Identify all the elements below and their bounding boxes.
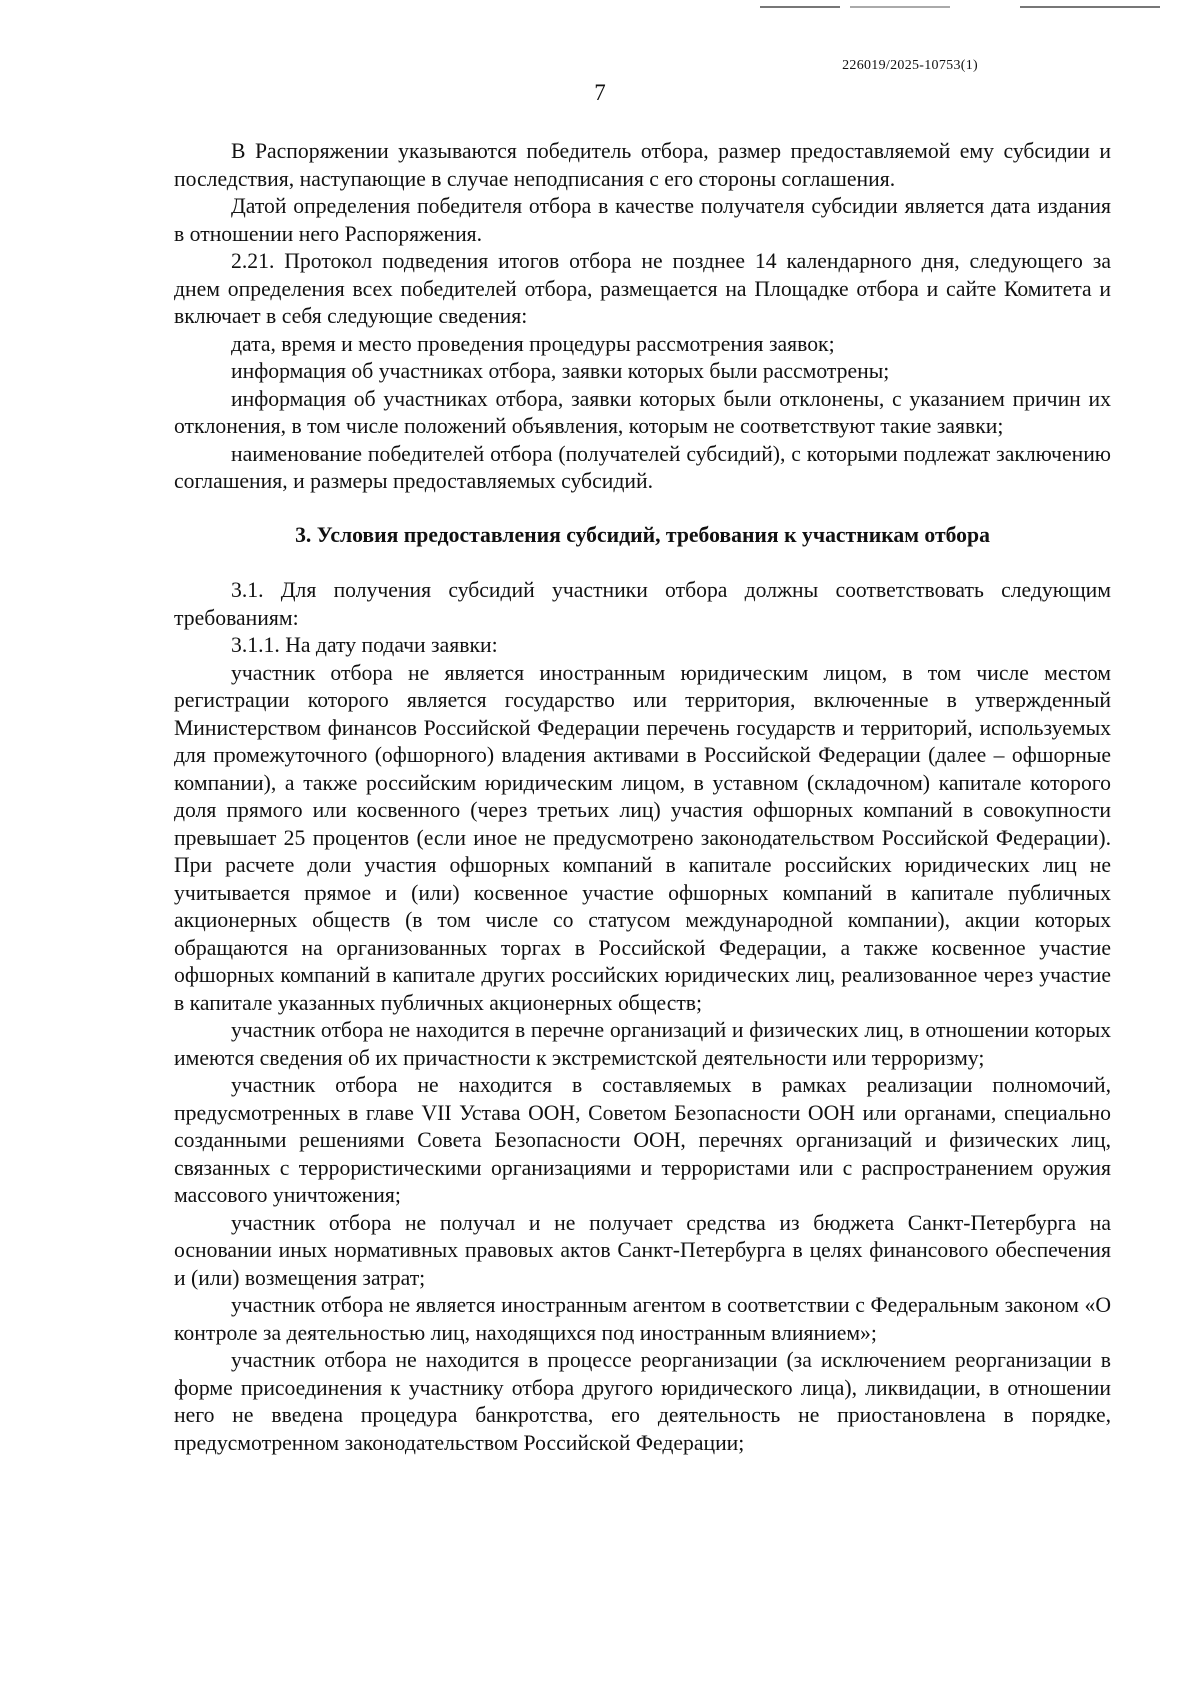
paragraph: участник отбора не является иностранным юридическим лицом, в том числе местом регистрации которого является государство или территория, включенные в утвержденный Министерством финансов Российской Федерации перечень государств и территорий, используемых для промежуточного (офшорного) владения активами в Российской Федерации (далее – офшорные компании), а также российским юридическим лицом, в уставном (складочном) капитале которого доля прямого или косвенного (через третьих лиц) участия офшорных компаний в совокупности превышает 25 процентов (если иное не предусмотрено законодательством Российской Федерации). При расчете доли участия офшорных компаний в капитале российских юридических лиц не учитывается прямое и (или) косвенное участие офшорных компаний в капитале публичных акционерных обществ (в том числе со статусом международной компании), акции которых обращаются на организованных торгах в Российской Федерации, а также косвенное участие офшорных компаний в капитале других российских юридических лиц, реализованное через участие в капитале указанных публичных акционерных обществ;: [174, 660, 1111, 1015]
paragraph: информация об участниках отбора, заявки которых были рассмотрены;: [231, 359, 890, 383]
paragraph: участник отбора не находится в процессе реорганизации (за исключением реорганизации в форме присоединения к участнику отбора другого юридического лица), ликвидации, в отношении него не введена процедура банкротства, его деятельность не приостановлена в порядке, предусмотренном законодательством Российской Федерации;: [174, 1348, 1111, 1455]
scan-artifact-line: [1020, 6, 1160, 8]
paragraph: участник отбора не находится в составляемых в рамках реализации полномочий, предусмотренных в главе VII Устава ООН, Советом Безопасности ООН или органами, специально созданными решениями Совета Безопасности ООН, перечнях организаций и физических лиц, связанных с террористическими организациями и террористами или с распространением оружия массового уничтожения;: [174, 1073, 1111, 1207]
paragraph: участник отбора не является иностранным агентом в соответствии с Федеральным законом «О контроле за деятельностью лиц, находящихся под иностранным влиянием»;: [174, 1293, 1111, 1345]
paragraph: 3.1.1. На дату подачи заявки:: [231, 633, 498, 657]
paragraph: Датой определения победителя отбора в качестве получателя субсидии является дата издания в отношении него Распоряжения.: [174, 194, 1111, 246]
scan-artifact-line: [850, 6, 950, 8]
paragraph: 3.1. Для получения субсидий участники отбора должны соответствовать следующим требованиям:: [174, 578, 1111, 630]
scan-artifact-line: [760, 6, 840, 8]
section-heading: 3. Условия предоставления субсидий, требования к участникам отбора: [295, 522, 990, 547]
paragraph: информация об участниках отбора, заявки которых были отклонены, с указанием причин их отклонения, в том числе положений объявления, которым не соответствуют такие заявки;: [174, 386, 1111, 438]
paragraph: дата, время и место проведения процедуры рассмотрения заявок;: [231, 331, 835, 356]
paragraph: участник отбора не получал и не получает средства из бюджета Санкт-Петербурга на основании иных нормативных правовых актов Санкт-Петербурга в целях финансового обеспечения и (или) возмещения затрат;: [174, 1210, 1111, 1290]
document-body: [174, 138, 1111, 1457]
page-number: 7: [594, 80, 606, 105]
document-number: 226019/2025-10753(1): [842, 58, 978, 73]
paragraph: В Распоряжении указываются победитель отбора, размер предоставляемой ему субсидии и последствия, наступающие в случае неподписания с его стороны соглашения.: [174, 139, 1111, 191]
paragraph: 2.21. Протокол подведения итогов отбора не позднее 14 календарного дня, следующего за днем определения всех победителей отбора, размещается на Площадке отбора и сайте Комитета и включает в себя следующие сведения:: [174, 249, 1111, 328]
paragraph: наименование победителей отбора (получателей субсидий), с которыми подлежат заключению соглашения, и размеры предоставляемых субсидий.: [174, 441, 1111, 493]
paragraph: участник отбора не находится в перечне организаций и физических лиц, в отношении которых имеются сведения об их причастности к экстремистской деятельности или терроризму;: [174, 1018, 1111, 1070]
